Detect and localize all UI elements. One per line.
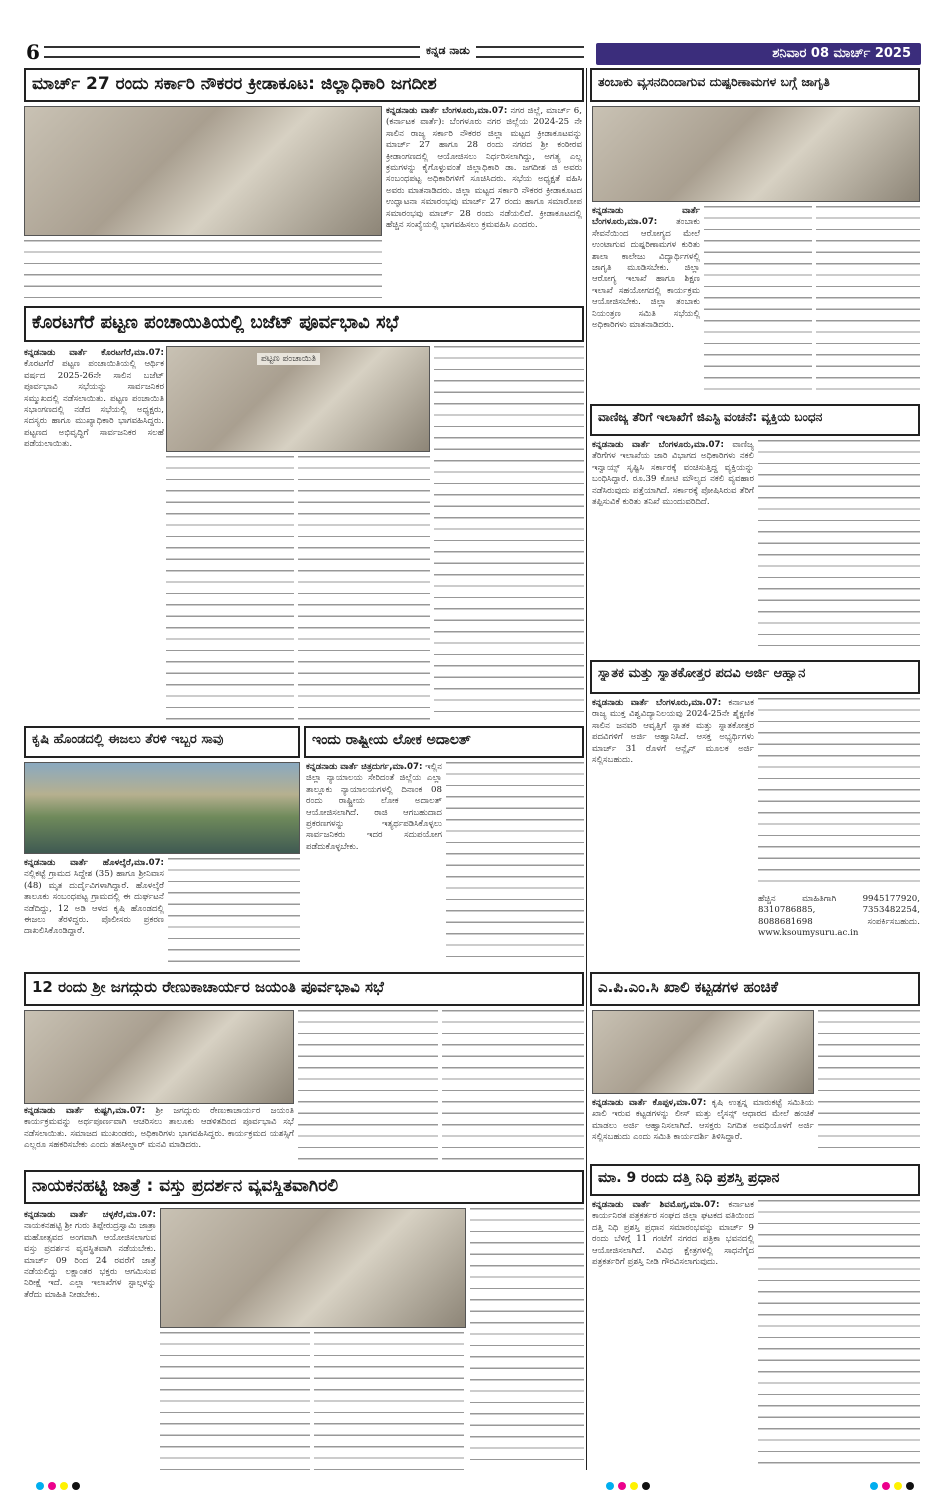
admission-body [592,698,754,966]
award-body [592,1200,754,1470]
tobacco-headline: ತಂಬಾಕು ವ್ಯಸನದಿಂದಾಗುವ ದುಷ್ಪರಿಣಾಮಗಳ ಬಗ್ಗೆ ಜಾಗೃತಿ [598,74,830,89]
drowning-photo [24,762,300,854]
gst-dateline: ಕನ್ನಡನಾಡು ವಾರ್ತೆ ಬೆಂಗಳೂರು,ಮಾ.07: [592,440,724,450]
sports-body-right [386,106,582,298]
fair-text-col4 [470,1208,584,1470]
magenta-dot [882,1482,890,1490]
gst-text-col2 [758,440,920,646]
admission-contact [758,698,920,966]
admission-contact-text: ಹೆಚ್ಚಿನ ಮಾಹಿತಿಗಾಗಿ 9945177920, 8310786885, 7353482254, 8088681698 ಸಂಪರ್ಕಿಸಬಹುದು. www.ksoumysuru.ac.in [758,894,920,939]
fair-dateline: ಕನ್ನಡನಾಡು ವಾರ್ತೆ ಚಳ್ಳಕೆರೆ,ಮಾ.07: [24,1210,156,1220]
magenta-dot [618,1482,626,1490]
admission-headline: ಸ್ನಾತಕ ಮತ್ತು ಸ್ನಾತಕೋತ್ತರ ಪದವಿ ಅರ್ಜಿ ಆಹ್ವಾನ [598,666,806,681]
koratagere-headline: ಕೊರಟಗೆರೆ ಪಟ್ಟಣ ಪಂಚಾಯಿತಿಯಲ್ಲಿ ಬಜೆಟ್ ಪೂರ್ವಭಾವಿ ಸಭೆ [32,312,399,333]
renukacharya-headline: 12 ರಂದು ಶ್ರೀ ಜಗದ್ಗುರು ರೇಣುಕಾಚಾರ್ಯರ ಜಯಂತಿ ಪೂರ್ವಭಾವಿ ಸಭೆ [32,978,384,996]
apmc-text-col2 [818,1010,920,1154]
yellow-dot [894,1482,902,1490]
apmc-headline: ಎ.ಪಿ.ಎಂ.ಸಿ ಖಾಲಿ ಕಟ್ಟಡಗಳ ಹಂಚಿಕೆ [598,978,778,996]
admission-body-text: ಕರ್ನಾಟಕ ರಾಜ್ಯ ಮುಕ್ತ ವಿಶ್ವವಿದ್ಯಾನಿಲಯವು 2024-25ನೇ ಶೈಕ್ಷಣಿಕ ಸಾಲಿನ ಜನವರಿ ಆವೃತ್ತಿಗೆ ಸ್ನಾತಕ ಮತ್ತು ಸ್ನಾತಕೋತ್ತರ ಪದವಿಗಳಿಗೆ ಅರ್ಜಿ ಆಹ್ವಾನಿಸಿದೆ. ಆಸಕ್ತ ಅಭ್ಯರ್ಥಿಗಳು ಮಾರ್ಚ್ 31 ರೊಳಗೆ ಆನ್ಲೈನ್ ಮೂಲಕ ಅರ್ಜಿ ಸಲ್ಲಿಸಬಹುದು. [592,698,754,766]
apmc-dateline: ಕನ್ನಡನಾಡು ವಾರ್ತೆ ಕೊಪ್ಪಳ,ಮಾ.07: [592,1098,707,1108]
fair-text-col3 [314,1332,464,1470]
renukacharya-photo [24,1010,294,1104]
renukacharya-headline-box [24,972,584,1006]
fair-body [24,1210,156,1470]
renukacharya-text-col3 [442,1010,584,1164]
apmc-photo [592,1010,814,1094]
sports-text-lines [24,240,382,298]
masthead [0,0,945,64]
drowning-body [24,858,164,966]
drowning-headline-box [24,726,300,758]
yellow-dot [60,1482,68,1490]
magenta-dot [48,1482,56,1490]
apmc-body [592,1098,814,1154]
koratagere-body-text: ಕೊರಟಗೆರೆ ಪಟ್ಟಣ ಪಂಚಾಯಿತಿಯಲ್ಲಿ ಆರ್ಥಿಕ ವರ್ಷದ 2025-26ನೇ ಸಾಲಿನ ಬಜೆಟ್ ಪೂರ್ವಭಾವಿ ಸಭೆಯನ್ನು ಸಾರ್ವಜನಿಕರ ಸಮ್ಮುಖದಲ್ಲಿ ನಡೆಸಲಾಯಿತು. ಪಟ್ಟಣ ಪಂಚಾಯಿತಿ ಸಭಾಂಗಣದಲ್ಲಿ ನಡೆದ ಸಭೆಯಲ್ಲಿ ಅಧ್ಯಕ್ಷರು, ಸದಸ್ಯರು ಹಾಗೂ ಮುಖ್ಯಾಧಿಕಾರಿ ಭಾಗವಹಿಸಿದ್ದರು. ಪಟ್ಟಣದ ಅಭಿವೃದ್ಧಿಗೆ ಸಾರ್ವಜನಿಕರ ಸಲಹೆ ಪಡೆಯಲಾಯಿತು. [24,359,164,450]
gst-body [592,440,754,648]
apmc-headline-box [590,972,920,1006]
adalat-text-col2 [446,762,584,966]
cyan-dot [870,1482,878,1490]
tobacco-body-text: ತಂಬಾಕು ಸೇವನೆಯಿಂದ ಆರೋಗ್ಯದ ಮೇಲೆ ಉಂಟಾಗುವ ದುಷ್ಪರಿಣಾಮಗಳ ಕುರಿತು ಶಾಲಾ ಕಾಲೇಜು ವಿದ್ಯಾರ್ಥಿಗಳಲ್ಲಿ ಜಾಗೃತಿ ಮೂಡಿಸಬೇಕು. ಜಿಲ್ಲಾ ಆರೋಗ್ಯ ಇಲಾಖೆ ಹಾಗೂ ಶಿಕ್ಷಣ ಇಲಾಖೆ ಸಹಯೋಗದಲ್ಲಿ ಕಾರ್ಯಕ್ರಮ ಆಯೋಜಿಸಬೇಕು. ಜಿಲ್ಲಾ ತಂಬಾಕು ನಿಯಂತ್ರಣ ಸಮಿತಿ ಸಭೆಯಲ್ಲಿ ಅಧಿಕಾರಿಗಳು ಮಾತನಾಡಿದರು. [592,217,700,331]
drowning-dateline: ಕನ್ನಡನಾಡು ವಾರ್ತೆ ಹೊಳಲ್ಕೆರೆ,ಮಾ.07: [24,858,164,868]
drowning-body-text: ನಲ್ಲಿಕಟ್ಟೆ ಗ್ರಾಮದ ಸಿದ್ದೇಶ (35) ಹಾಗೂ ಶ್ರೀನಿವಾಸ (48) ಮೃತ ದುರ್ದೈವಿಗಳಾಗಿದ್ದಾರೆ. ಹೊಳಲ್ಕೆರೆ ತಾಲೂಕು ಸಂಬಂಧಪಟ್ಟ ಗ್ರಾಮದಲ್ಲಿ ಈ ದುರ್ಘಟನೆ ನಡೆದಿದ್ದು, 12 ಅಡಿ ಆಳದ ಕೃಷಿ ಹೊಂಡದಲ್ಲಿ ಈಜಲು ತೆರಳಿದ್ದರು. ಪೊಲೀಸರು ಪ್ರಕರಣ ದಾಖಲಿಸಿಕೊಂಡಿದ್ದಾರೆ. [24,869,164,937]
black-dot [642,1482,650,1490]
tobacco-body [592,206,700,398]
adalat-body-text: ಇಲ್ಲಿನ ಜಿಲ್ಲಾ ನ್ಯಾಯಾಲಯ ಸೇರಿದಂತೆ ಜಿಲ್ಲೆಯ ಎಲ್ಲಾ ತಾಲ್ಲೂಕು ನ್ಯಾಯಾಲಯಗಳಲ್ಲಿ ದಿನಾಂಕ 08 ರಂದು ರಾಷ್ಟ್ರೀಯ ಲೋಕ ಅದಾಲತ್ ಆಯೋಜಿಸಲಾಗಿದೆ. ರಾಜಿ ಆಗಬಹುದಾದ ಪ್ರಕರಣಗಳನ್ನು ಇತ್ಯರ್ಥಪಡಿಸಿಕೊಳ್ಳಲು ಸಾರ್ವಜನಿಕರು ಇದರ ಸದುಪಯೋಗ ಪಡೆದುಕೊಳ್ಳಬೇಕು. [306,762,442,852]
cyan-dot [606,1482,614,1490]
tobacco-photo [592,106,920,202]
koratagere-dateline: ಕನ್ನಡನಾಡು ವಾರ್ತೆ ಕೊರಟಗೆರೆ,ಮಾ.07: [24,348,164,358]
koratagere-text-col3 [298,456,430,720]
adalat-body [306,762,442,966]
sports-body-left [24,240,382,298]
sports-headline-box [24,68,584,102]
admission-text-lines [758,698,920,888]
koratagere-photo-sign: ಪಟ್ಟಣ ಪಂಚಾಯಿತಿ [257,353,320,365]
sports-headline: ಮಾರ್ಚ್ 27 ರಂದು ಸರ್ಕಾರಿ ನೌಕರರ ಕ್ರೀಡಾಕೂಟ: ಜಿಲ್ಲಾಧಿಕಾರಿ ಜಗದೀಶ [32,74,437,94]
tobacco-dateline: ಕನ್ನಡನಾಡು ವಾರ್ತೆ ಬೆಂಗಳೂರು,ಮಾ.07: [592,206,700,228]
award-headline-box [590,1164,920,1196]
gst-headline: ವಾಣಿಜ್ಯ ತೆರಿಗೆ ಇಲಾಖೆಗೆ ಜಿಎಸ್ಟಿ ವಂಚನೆ: ವ್ಯಕ್ತಿಯ ಬಂಧನ [598,410,823,424]
print-marks-left [36,1482,80,1490]
tobacco-text-col2 [704,206,812,396]
print-marks-mid [606,1482,650,1490]
fair-body-text: ನಾಯಕನಹಟ್ಟಿ ಶ್ರೀ ಗುರು ತಿಪ್ಪೇರುದ್ರಸ್ವಾಮಿ ಜಾತ್ರಾ ಮಹೋತ್ಸವದ ಅಂಗವಾಗಿ ಆಯೋಜಿಸಲಾಗುವ ವಸ್ತು ಪ್ರದರ್ಶನ ವ್ಯವಸ್ಥಿತವಾಗಿ ನಡೆಯಬೇಕು. ಮಾರ್ಚ್ 09 ರಿಂದ 24 ರವರೆಗೆ ಜಾತ್ರೆ ನಡೆಯಲಿದ್ದು ಲಕ್ಷಾಂತರ ಭಕ್ತರು ಆಗಮಿಸುವ ನಿರೀಕ್ಷೆ ಇದೆ. ಎಲ್ಲಾ ಇಲಾಖೆಗಳ ಸ್ಟಾಲ್ಗಳನ್ನು ತೆರೆದು ಮಾಹಿತಿ ನೀಡಬೇಕು. [24,1221,156,1300]
fair-photo [160,1208,466,1328]
sports-photo [24,106,382,236]
tobacco-text-col3 [816,206,920,396]
award-text-col2 [758,1200,920,1470]
gst-body-text: ವಾಣಿಜ್ಯ ತೆರಿಗೆಗಳ ಇಲಾಖೆಯ ಜಾರಿ ವಿಭಾಗದ ಅಧಿಕಾರಿಗಳು ನಕಲಿ ಇನ್ವಾಯ್ಸ್ ಸೃಷ್ಟಿಸಿ ಸರ್ಕಾರಕ್ಕೆ ವಂಚಿಸುತ್ತಿದ್ದ ವ್ಯಕ್ತಿಯನ್ನು ಬಂಧಿಸಿದ್ದಾರೆ. ರೂ.39 ಕೋಟಿ ಮೌಲ್ಯದ ನಕಲಿ ವ್ಯವಹಾರ ನಡೆಸಿರುವುದು ಪತ್ತೆಯಾಗಿದೆ. ಸರ್ಕಾರಕ್ಕೆ ಪೋಷಿಸಿರುವ ತೆರಿಗೆ ತಪ್ಪಿಸುವಿಕೆ ಕುರಿತು ತನಿಖೆ ಮುಂದುವರಿದಿದೆ. [592,440,754,508]
sports-dateline: ಕನ್ನಡನಾಡು ವಾರ್ತೆ ಬೆಂಗಳೂರು,ಮಾ.07: [386,106,508,116]
adalat-headline: ಇಂದು ರಾಷ್ಟ್ರೀಯ ಲೋಕ ಅದಾಲತ್ [312,732,471,748]
black-dot [72,1482,80,1490]
tobacco-headline-box [590,68,920,102]
koratagere-text-col2 [166,456,294,720]
fair-headline: ನಾಯಕನಹಟ್ಟಿ ಜಾತ್ರೆ : ವಸ್ತು ಪ್ರದರ್ಶನ ವ್ಯವಸ್ಥಿತವಾಗಿರಲಿ [32,1176,339,1196]
admission-headline-box [590,660,920,694]
yellow-dot [630,1482,638,1490]
renukacharya-body [24,1106,294,1164]
koratagere-text-col4 [434,346,584,720]
masthead-rule [44,46,584,58]
award-headline: ಮಾ. 9 ರಂದು ದತ್ತಿ ನಿಧಿ ಪ್ರಶಸ್ತಿ ಪ್ರಧಾನ [598,1170,780,1186]
renukacharya-body-text: ಶ್ರೀ ಜಗದ್ಗುರು ರೇಣುಕಾಚಾರ್ಯರ ಜಯಂತಿ ಕಾರ್ಯಕ್ರಮವನ್ನು ಅರ್ಥಪೂರ್ಣವಾಗಿ ಆಚರಿಸಲು ತಾಲೂಕು ಆಡಳಿತದಿಂದ ಪೂರ್ವಭಾವಿ ಸಭೆ ನಡೆಸಲಾಯಿತು. ಸಮಾಜದ ಮುಖಂಡರು, ಅಧಿಕಾರಿಗಳು ಭಾಗವಹಿಸಿದ್ದರು. ಕಾರ್ಯಕ್ರಮದ ಯಶಸ್ಸಿಗೆ ಎಲ್ಲರೂ ಸಹಕರಿಸಬೇಕು ಎಂದು ತಹಸೀಲ್ದಾರ್ ಮನವಿ ಮಾಡಿದರು. [24,1106,294,1151]
print-marks-right [870,1482,914,1490]
sports-body: ನಗರ ಜಿಲ್ಲೆ, ಮಾರ್ಚ್ 6, (ಕರ್ನಾಟಕ ವಾರ್ತೆ): ಬೆಂಗಳೂರು ನಗರ ಜಿಲ್ಲೆಯ 2024-25 ನೇ ಸಾಲಿನ ರಾಜ್ಯ ಸರ್ಕಾರಿ ನೌಕರರ ಜಿಲ್ಲಾ ಮಟ್ಟದ ಕ್ರೀಡಾಕೂಟವನ್ನು ಮಾರ್ಚ್ 27 ಹಾಗೂ 28 ರಂದು ನಗರದ ಶ್ರೀ ಕಂಠೀರವ ಕ್ರೀಡಾಂಗಣದಲ್ಲಿ ಆಯೋಜಿಸಲು ನಿರ್ಧರಿಸಲಾಗಿದ್ದು, ಅಗತ್ಯ ಎಲ್ಲ ಕ್ರಮಗಳನ್ನು ಕೈಗೊಳ್ಳುವಂತೆ ಜಿಲ್ಲಾಧಿಕಾರಿ ಡಾ. ಜಗದೀಶ ಜಿ ಅವರು ಸಂಬಂಧಪಟ್ಟ ಅಧಿಕಾರಿಗಳಿಗೆ ಸೂಚಿಸಿದರು. ಸಭೆಯ ಅಧ್ಯಕ್ಷತೆ ವಹಿಸಿ ಅವರು ಮಾತನಾಡಿದರು. ಜಿಲ್ಲಾ ಮಟ್ಟದ ಸರ್ಕಾರಿ ನೌಕರರ ಕ್ರೀಡಾಕೂಟದ ಉದ್ಘಾಟನಾ ಸಮಾರಂಭವು ಮಾರ್ಚ್ 27 ರಂದು ಹಾಗೂ ಸಮಾರೋಪ ಸಮಾರಂಭವು ಮಾರ್ಚ್ 28 ರಂದು ನಡೆಯಲಿದೆ. ಕ್ರೀಡಾಕೂಟದಲ್ಲಿ ಹೆಚ್ಚಿನ ಸಂಖ್ಯೆಯಲ್ಲಿ ಭಾಗವಹಿಸಲು ಕ್ರಮವಹಿಸಿ ಎಂದರು. [386,106,582,231]
page-number: 6 [26,40,40,64]
admission-dateline: ಕನ್ನಡನಾಡು ವಾರ್ತೆ ಬೆಂಗಳೂರು,ಮಾ.07: [592,698,722,708]
fair-text-col2 [160,1332,310,1470]
drowning-headline: ಕೃಷಿ ಹೊಂಡದಲ್ಲಿ ಈಜಲು ತೆರಳಿ ಇಬ್ಬರ ಸಾವು [32,732,224,747]
drowning-text-col2 [168,858,300,964]
renukacharya-dateline: ಕನ್ನಡನಾಡು ವಾರ್ತೆ ಕುಷ್ಟಗಿ,ಮಾ.07: [24,1106,146,1116]
black-dot [906,1482,914,1490]
issue-date: ಶನಿವಾರ 08 ಮಾರ್ಚ್ 2025 [596,43,921,65]
koratagere-body [24,348,164,720]
apmc-body-text: ಕೃಷಿ ಉತ್ಪನ್ನ ಮಾರುಕಟ್ಟೆ ಸಮಿತಿಯ ಖಾಲಿ ಇರುವ ಕಟ್ಟಡಗಳನ್ನು ಲೀಸ್ ಮತ್ತು ಲೈಸನ್ಸ್ ಆಧಾರದ ಮೇಲೆ ಹಂಚಿಕೆ ಮಾಡಲು ಅರ್ಜಿ ಆಹ್ವಾನಿಸಲಾಗಿದೆ. ಆಸಕ್ತರು ನಿಗದಿತ ಅವಧಿಯೊಳಗೆ ಅರ್ಜಿ ಸಲ್ಲಿಸಬಹುದು ಎಂದು ಸಮಿತಿ ಕಾರ್ಯದರ್ಶಿ ತಿಳಿಸಿದ್ದಾರೆ. [592,1098,814,1143]
award-body-text: ಕರ್ನಾಟಕ ಕಾರ್ಯನಿರತ ಪತ್ರಕರ್ತರ ಸಂಘದ ಜಿಲ್ಲಾ ಘಟಕದ ವತಿಯಿಂದ ದತ್ತಿ ನಿಧಿ ಪ್ರಶಸ್ತಿ ಪ್ರಧಾನ ಸಮಾರಂಭವನ್ನು ಮಾರ್ಚ್ 9 ರಂದು ಬೆಳಿಗ್ಗೆ 11 ಗಂಟೆಗೆ ನಗರದ ಪತ್ರಿಕಾ ಭವನದಲ್ಲಿ ಆಯೋಜಿಸಲಾಗಿದೆ. ವಿವಿಧ ಕ್ಷೇತ್ರಗಳಲ್ಲಿ ಸಾಧನೆಗೈದ ಪತ್ರಕರ್ತರಿಗೆ ಪ್ರಶಸ್ತಿ ನೀಡಿ ಗೌರವಿಸಲಾಗುವುದು. [592,1200,754,1268]
renukacharya-text-col2 [298,1010,438,1164]
column-rule [586,68,587,1470]
adalat-headline-box [304,726,584,758]
fair-headline-box [24,1170,584,1204]
award-dateline: ಕನ್ನಡನಾಡು ವಾರ್ತೆ ಶಿವಮೊಗ್ಗ,ಮಾ.07: [592,1200,720,1210]
koratagere-headline-box [24,306,584,342]
brand-logo: ಕನ್ನಡ ನಾಡು [420,44,476,58]
cyan-dot [36,1482,44,1490]
koratagere-photo [166,346,430,452]
adalat-dateline: ಕನ್ನಡನಾಡು ವಾರ್ತೆ ಚಿತ್ರದುರ್ಗ,ಮಾ.07: [306,762,423,772]
gst-headline-box [590,404,920,436]
